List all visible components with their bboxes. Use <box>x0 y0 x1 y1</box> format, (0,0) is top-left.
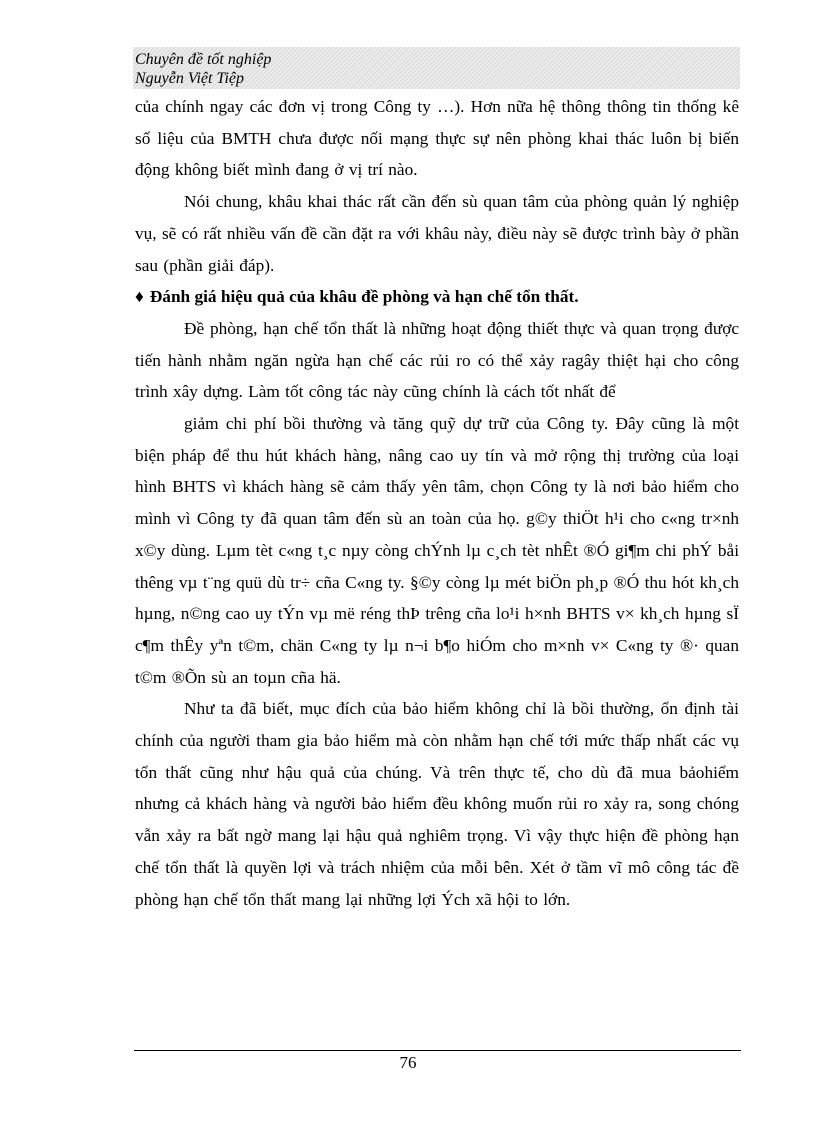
paragraph-continuation: của chính ngay các đơn vị trong Công ty …). Hơn nữa hệ thông thông tin thống kê số liệu của BMTH chưa được nối mạng thực sự nên phòng khai thác luôn bị biến động không biết mình đang ở vị trí nào. <box>135 97 739 180</box>
paragraph-benefits: giảm chi phí bồi thường và tăng quỹ dự trữ của Công ty. Đây cũng là một biện pháp để thu hút khách hàng, nâng cao uy tín và mở rộng thị trường của loại hình BHTS vì khách hàng sẽ cảm thấy yên tâm, chọn Công ty là nơi bảo hiểm cho mình vì Công ty đã quan tâm đến sù an toàn của họ. g©y thiÖt h¹i cho c«ng tr×nh x©y dùng. Lµm tèt c«ng t¸c nµy còng chÝnh lµ c¸ch tèt nhÊt ®Ó gi¶m chi phÝ båi thêng vµ t¨ng quü dù tr÷ cña C«ng ty. §©y còng lµ mét biÖn ph¸p ®Ó thu hót kh¸ch hµng, n©ng cao uy tÝn vµ më réng thÞ trêng cña lo¹i h×nh BHTS v× kh¸ch hµng sÏ c¶m thÊy yªn t©m, chän C«ng ty lµ n¬i b¶o hiÓm cho m×nh v× C«ng ty ®· quan t©m ®Õn sù an toµn cña hä. <box>135 414 739 687</box>
paragraph-prevention: Đề phòng, hạn chế tổn thất là những hoạt động thiết thực và quan trọng được tiến hành nhằm ngăn ngừa hạn chế các rủi ro có thể xảy ragây thiệt hại cho công trình xây dựng. Làm tốt công tác này cũng chính là cách tốt nhất để <box>135 318 739 402</box>
footer-divider <box>134 1050 741 1051</box>
paragraph-general: Nói chung, khâu khai thác rất cần đến sù quan tâm của phòng quản lý nghiệp vụ, sẽ có rất nhiều vấn đề cần đặt ra với khâu này, điều này sẽ được trình bày ở phần sau (phần giải đáp). <box>135 192 739 275</box>
paragraph-purpose: Như ta đã biết, mục đích của bảo hiểm không chỉ là bồi thường, ổn định tài chính của người tham gia bảo hiểm mà còn nhằm hạn chế tới mức thấp nhất các vụ tổn thất cũng như hậu quả của chúng. Và trên thực tế, cho dù đã mua bảohiểm nhưng cả khách hàng và người bảo hiểm đều không muốn rủi ro xảy ra, song chóng vẫn xảy ra bất ngờ mang lại hậu quả nghiêm trọng. Vì vậy thực hiện đề phòng hạn chế tổn thất là quyền lợi và trách nhiệm của mỗi bên. Xét ở tầm vĩ mô công tác đề phòng hạn chế tổn thất mang lại những lợi Ých xã hội to lớn. <box>135 699 739 909</box>
diamond-bullet-icon: ♦ <box>135 287 144 307</box>
section-heading-text: Đánh giá hiệu quả của khâu đề phòng và hạn chế tổn thất. <box>149 287 579 307</box>
section-heading <box>135 281 739 313</box>
page-body <box>135 91 739 915</box>
header-title: Chuyên đề tốt nghiệp <box>135 51 272 68</box>
header-author: Nguyễn Việt Tiệp <box>135 70 245 87</box>
page-number: 76 <box>399 1053 417 1072</box>
